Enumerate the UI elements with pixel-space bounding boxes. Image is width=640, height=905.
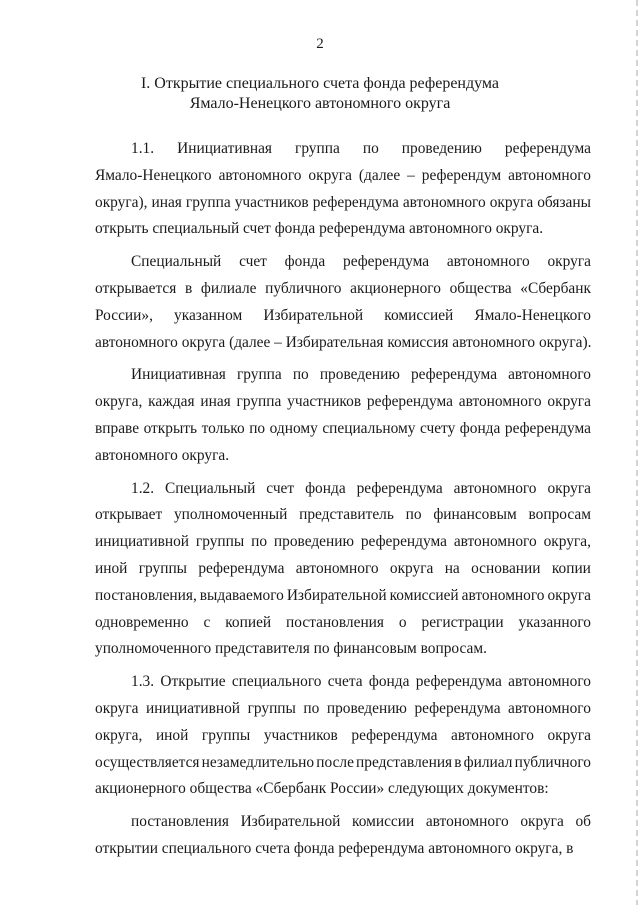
line-text: акционерного общества «Сбербанк России» следующих документов: (95, 780, 549, 798)
word: автономного (508, 166, 591, 184)
word: референдума (410, 366, 498, 384)
word: округа (547, 479, 591, 497)
word: округа (489, 193, 534, 211)
word: группа (236, 393, 282, 411)
word: об (575, 813, 591, 831)
word: открывается (95, 279, 177, 297)
word: проведению (273, 533, 354, 551)
word: автономного (425, 813, 509, 831)
word: референдума (360, 533, 447, 551)
word: референдума (312, 193, 399, 211)
line-text: открыть специальный счет фонда референдума автономного округа. (95, 220, 544, 238)
word: счета (327, 673, 363, 691)
paragraph-line (95, 443, 591, 470)
line-text: автономного округа (далее – Избирательная комиссия автономного округа). (95, 333, 592, 351)
word: филиале (200, 279, 257, 297)
paragraph-line (95, 389, 591, 416)
word: проведению (401, 140, 482, 157)
word: указанном (174, 306, 243, 324)
word: в (454, 753, 462, 771)
paragraph-line (95, 583, 591, 610)
word: (далее (358, 166, 401, 184)
word: комиссией (389, 586, 459, 604)
word: – (407, 166, 415, 184)
section-heading-line-2: Ямало-Ненецкого автономного округа (189, 95, 451, 112)
paragraph-line (95, 163, 591, 190)
paragraph-p3 (95, 362, 591, 469)
section-heading (0, 74, 640, 114)
word: уполномоченный (173, 506, 288, 524)
word: участников (287, 393, 362, 411)
paragraph-line (95, 330, 591, 357)
word: участников (234, 193, 309, 211)
paragraph-p1 (95, 136, 591, 243)
word: округа, (95, 726, 143, 744)
paragraph-line (95, 476, 591, 503)
word: регистрации (421, 613, 504, 631)
word: акционерного (350, 279, 441, 297)
word: одновременно (95, 613, 189, 631)
word: округа (389, 559, 434, 577)
word: группы (138, 559, 188, 577)
paragraph-line (95, 610, 591, 637)
word: счету (419, 419, 456, 437)
word: 1.1. (131, 140, 155, 157)
word: референдума (504, 140, 591, 157)
paragraph-line (95, 723, 591, 750)
word: финансовым (433, 506, 517, 524)
paragraph-line (95, 636, 591, 663)
word: по (405, 506, 422, 524)
word: постановления, (95, 586, 197, 604)
paragraph-line (95, 836, 591, 863)
paragraph-line (95, 809, 591, 836)
word: автономного (508, 673, 591, 691)
word: Открытие (160, 673, 226, 691)
word: выдаваемого (199, 586, 284, 604)
line-text: открытии специального счета фонда референдума автономного округа, в (95, 839, 574, 857)
word: референдума (343, 253, 430, 271)
paragraph-p6 (95, 809, 591, 863)
word: после (316, 753, 354, 771)
word: Ямало-Ненецкого (95, 166, 212, 184)
word: по (292, 366, 309, 384)
word: референдума (351, 726, 438, 744)
word: указанного (518, 613, 591, 631)
word: группа (185, 193, 231, 211)
word: референдума (415, 673, 502, 691)
word: публичного (265, 279, 342, 297)
paragraph-line (95, 776, 591, 803)
word: постановления (131, 813, 229, 831)
word: комиссией (384, 306, 454, 324)
word: автономного (508, 366, 591, 384)
word: автономного (453, 533, 537, 551)
paragraph-line (95, 502, 591, 529)
word: иная (151, 193, 182, 211)
word: округа (547, 253, 591, 271)
word: участников (263, 726, 338, 744)
word: представитель (299, 506, 394, 524)
word: счет (239, 253, 267, 271)
word: вправе (95, 419, 140, 437)
word: округа (547, 393, 591, 411)
word: Избирательной (240, 813, 341, 831)
word: по (251, 533, 268, 551)
word: Специальный (131, 253, 222, 271)
word: копии (551, 559, 591, 577)
paragraph-p4 (95, 476, 591, 664)
word: автономного (461, 586, 545, 604)
word: инициативной (95, 533, 190, 551)
scan-edge-line (636, 0, 638, 905)
word: в (184, 279, 193, 297)
word: Специальный (165, 479, 256, 497)
paragraph-line (95, 750, 591, 777)
word: автономного (218, 166, 302, 184)
line-text: уполномоченного представителя по финансовым вопросам. (95, 640, 487, 658)
word: одному (269, 419, 318, 437)
paragraph-line (95, 276, 591, 303)
word: группы (247, 699, 296, 717)
word: автономного (446, 253, 530, 271)
section-heading-line-1: I. Открытие специального счета фонда референдума (140, 75, 500, 92)
paragraph-p5 (95, 669, 591, 803)
word: округа, (95, 393, 143, 411)
word: референдум (421, 166, 502, 184)
word: группы (201, 726, 251, 744)
document-body (95, 136, 591, 863)
line-text: автономного округа. (95, 446, 230, 464)
word: каждая (148, 393, 195, 411)
word: иной (95, 559, 128, 577)
word: фонда (459, 419, 501, 437)
word: Инициативная (131, 366, 226, 384)
word: автономного (453, 479, 537, 497)
word: осуществляется (95, 753, 200, 771)
paragraph-line (95, 190, 591, 217)
word: референдума (356, 479, 443, 497)
word: проведению (319, 366, 400, 384)
word: постановления (286, 613, 384, 631)
word: Ямало-Ненецкого (474, 306, 591, 324)
word: по (303, 699, 320, 717)
paragraph-line (95, 216, 591, 243)
word: округа, (543, 533, 591, 551)
word: округа (520, 813, 564, 831)
paragraph-line (95, 249, 591, 276)
word: фонда (305, 479, 346, 497)
word: основании (471, 559, 541, 577)
word: иная (200, 393, 231, 411)
word: округа (308, 166, 352, 184)
word: обязаны (537, 193, 591, 211)
word: автономного (295, 559, 379, 577)
word: на (444, 559, 460, 577)
paragraph-line (95, 303, 591, 330)
word: округа), (95, 193, 148, 211)
paragraph-line (95, 669, 591, 696)
word: комиссии (352, 813, 415, 831)
word: вопросам (528, 506, 591, 524)
paragraph-line (95, 416, 591, 443)
word: открыть (143, 419, 198, 437)
paragraph-p2 (95, 249, 591, 356)
word: фонда (368, 673, 410, 691)
word: по (362, 140, 379, 157)
word: незамедлительно (201, 753, 315, 771)
word: референдума (198, 559, 285, 577)
paragraph-line (95, 362, 591, 389)
word: референдума (366, 393, 453, 411)
page-number: 2 (316, 36, 324, 52)
word: автономного (508, 699, 591, 717)
word: фонда (284, 253, 326, 271)
paragraph-line (95, 529, 591, 556)
word: общества (449, 279, 512, 297)
word: Избирательной (286, 586, 387, 604)
word: с (203, 613, 211, 631)
paragraph-line (95, 696, 591, 723)
word: автономного (402, 193, 486, 211)
word: референдума (414, 699, 501, 717)
word: группы (195, 533, 245, 551)
paragraph-line (95, 136, 591, 163)
word: автономного (458, 393, 542, 411)
word: Избирательной (263, 306, 364, 324)
word: «Сбербанк (520, 279, 591, 297)
word: о (398, 613, 407, 631)
word: России», (95, 306, 153, 324)
word: инициативной (146, 699, 241, 717)
paragraph-line (95, 556, 591, 583)
word: филиал (463, 753, 513, 771)
word: счет (266, 479, 295, 497)
word: специального (231, 673, 322, 691)
word: округа (547, 726, 591, 744)
word: открывает (95, 506, 163, 524)
word: автономного (451, 726, 534, 744)
word: проведению (326, 699, 407, 717)
word: Инициативная (177, 140, 272, 157)
word: округа (547, 586, 591, 604)
word: 1.2. (131, 479, 155, 497)
word: 1.3. (131, 673, 155, 691)
word: иной (155, 726, 189, 744)
word: группа (236, 366, 282, 384)
word: референдума (504, 419, 591, 437)
word: по (249, 419, 266, 437)
word: группа (295, 140, 340, 157)
word: только (201, 419, 245, 437)
word: копией (225, 613, 272, 631)
word: представления (356, 753, 453, 771)
word: публичного (514, 753, 591, 771)
word: специальному (322, 419, 416, 437)
word: округа (95, 699, 139, 717)
